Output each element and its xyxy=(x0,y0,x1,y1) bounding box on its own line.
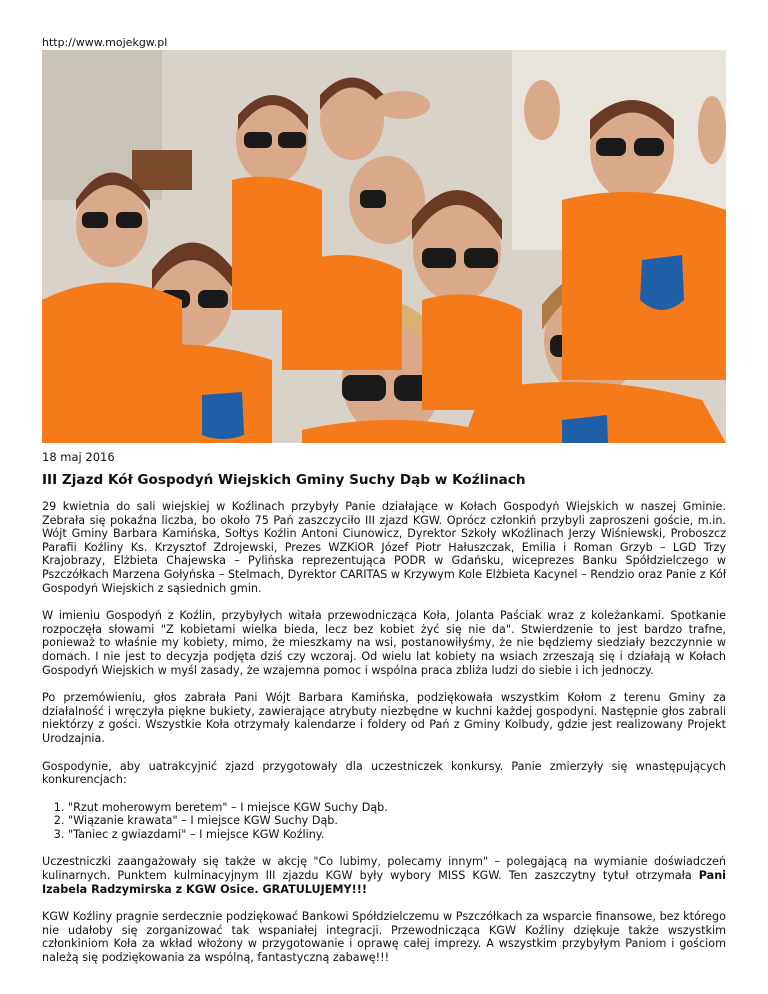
paragraph-3: Po przemówieniu, głos zabrała Pani Wójt Barbara Kamińska, podziękowała wszystkim Kołom z terenu Gminy za działalność i wręczyła piękne bukiety, zawierające atrybuty niezbędne w kuchni każdej gospodyni. Następnie głos zabrali niektórzy z gości. Wszystkie Koła otrzymały kalendarze i foldery od Pań z Gminy Kolbudy, gdzie jest realizowany Projekt Urodzajnia. xyxy=(42,691,726,745)
list-item: 1. "Rzut moherowym beretem" – I miejsce KGW Suchy Dąb. xyxy=(68,801,726,815)
list-item: 2. "Wiązanie krawata" – I miejsce KGW Suchy Dąb. xyxy=(68,814,726,828)
paragraph-4: Gospodynie, aby uatrakcyjnić zjazd przygotowały dla uczestniczek konkursy. Panie zmierzyły się wnastępujących konkurencjach: xyxy=(42,759,726,787)
list-item: 3. "Taniec z gwiazdami" – I miejsce KGW Koźliny. xyxy=(68,828,726,842)
article-body xyxy=(42,500,726,979)
group-photo xyxy=(42,50,726,443)
paragraph-5 xyxy=(42,855,726,896)
contest-list xyxy=(42,801,726,842)
paragraph-5-text: Uczestniczki zaangażowały się także w akcję "Co lubimy, polecamy innym" – polegającą na wymianie doświadczeń kulinarnych. Punktem kulminacyjnym III zjazdu KGW były wybory MISS KGW. Ten zaszczytny tytuł otrzymała xyxy=(42,855,726,883)
article-title: III Zjazd Kół Gospodyń Wiejskich Gminy Suchy Dąb w Koźlinach xyxy=(42,472,526,488)
miss-winner-text: Pani Izabela Radzymirska z KGW Osice. GRATULUJEMY!!! xyxy=(42,869,726,896)
article-date: 18 maj 2016 xyxy=(42,450,115,464)
source-url[interactable]: http://www.mojekgw.pl xyxy=(42,36,168,49)
paragraph-6: KGW Koźliny pragnie serdecznie podziękować Bankowi Spółdzielczemu w Pszczółkach za wsparcie finansowe, bez którego nie udałoby się zorganizować tak wspaniałej integracji. Przewodnicząca KGW Koźliny dziękuje także wszystkim członkiniom Koła za wkład włożony w przygotowanie i oprawę całej imprezy. A wszystkim przybyłym Paniom i gościom należą się podziękowania za wspólną, fantastyczną zabawę!!! xyxy=(42,910,726,965)
paragraph-1: 29 kwietnia do sali wiejskiej w Koźlinach przybyły Panie działające w Kołach Gospodyń Wiejskich w naszej Gminie. Zebrała się pokaźna liczba, bo około 75 Pań zaszczyciło III zjazd KGW. Oprócz członkiń przybyli zaproszeni goście, m.in. Wójt Gminy Barbara Kamińska, Sołtys Koźlin Antoni Ciunowicz, Dyrektor Szkoły wKoźlinach Jerzy Wiśniewski, Proboszcz Parafii Koźliny Ks. Krzysztof Zdrojewski, Prezes WZKiOR Józef Piotr Hałuszczak, Emilia i Roman Grzyb – LGD Trzy Krajobrazy, Elżbieta Chajewska – Pylińska reprezentująca PODR w Gdańsku, wiceprezes Banku Spółdzielczego w Pszczółkach Marzena Gołyńska – Stelmach, Dyrektor CARITAS w Krzywym Kole Elżbieta Kacynel – Rendzio oraz Panie z Kół Gospodyń Wiejskich z sąsiednich gmin. xyxy=(42,500,726,595)
paragraph-2: W imieniu Gospodyń z Koźlin, przybyłych witała przewodnicząca Koła, Jolanta Paściak wraz z koleżankami. Spotkanie rozpoczęła słowami "Z kobietami wielka bieda, lecz bez kobiet żyć się nie da". Stwierdzenie to jest bardzo trafne, ponieważ to właśnie my kobiety, mimo, że mieszkamy na wsi, postanowiłyśmy, że nie będziemy siedziały bezczynnie w domach. I nie jest to decyzja podjęta dziś czy wczoraj. Od wielu lat kobiety na wsiach zrzeszają się i działają w Kołach Gospodyń Wiejskich w myśl zasady, że wzajemna pomoc i wspólna praca zbliża ludzi do siebie i ich jednoczy. xyxy=(42,609,726,677)
